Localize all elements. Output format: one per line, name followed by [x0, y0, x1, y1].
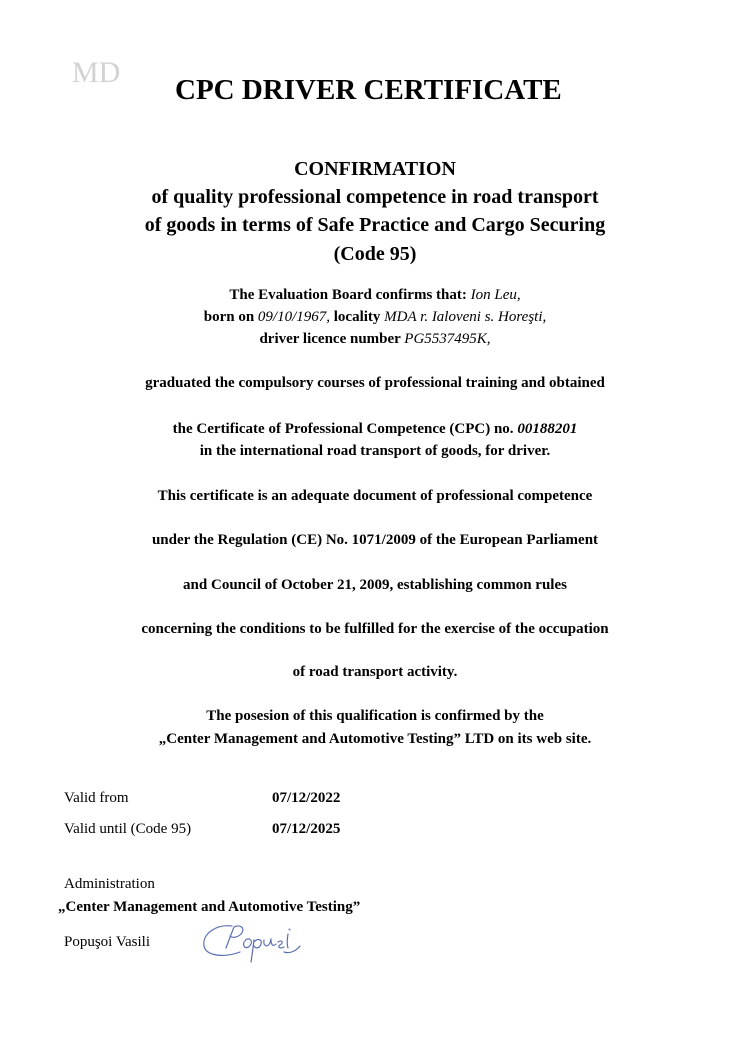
possession-line-2: „Center Management and Automotive Testing” LTD on its web site.	[158, 731, 592, 747]
birth-date: 09/10/1967,	[257, 309, 331, 325]
confirmation-heading: CONFIRMATION	[294, 158, 456, 180]
confirmation-line-2: of goods in terms of Safe Practice and Cargo Securing	[144, 214, 606, 236]
regulation-line-2: under the Regulation (CE) No. 1071/2009 of the European Parliament	[151, 532, 599, 548]
possession-line-1: The posesion of this qualification is confirmed by the	[206, 708, 544, 724]
regulation-line-4: concerning the conditions to be fulfilled for the exercise of the occupation	[141, 621, 609, 637]
cpc-label: the Certificate of Professional Competence (CPC) no.	[172, 421, 514, 437]
confirms-label: The Evaluation Board confirms that:	[229, 287, 467, 303]
holder-birth-line	[0, 306, 750, 328]
cpc-scope: in the international road transport of goods, for driver.	[199, 443, 551, 459]
confirmation-line-1: of quality professional competence in road transport	[151, 186, 599, 208]
valid-from-label: Valid from	[64, 790, 129, 806]
cpc-number: 00188201	[517, 421, 578, 437]
holder-name-line	[0, 284, 750, 306]
holder-licence-line	[0, 328, 750, 350]
confirmation-line-3: (Code 95)	[333, 243, 417, 265]
cpc-line	[0, 418, 750, 440]
administration-org: „Center Management and Automotive Testing”	[58, 899, 361, 915]
valid-from-value: 07/12/2022	[272, 790, 341, 806]
born-label: born on	[203, 309, 255, 325]
locality-label: locality	[333, 309, 381, 325]
valid-until-label: Valid until (Code 95)	[64, 821, 192, 837]
graduated-text: graduated the compulsory courses of professional training and obtained	[145, 375, 605, 391]
valid-until-value: 07/12/2025	[272, 821, 341, 837]
licence-label: driver licence number	[259, 331, 401, 347]
regulation-line-5: of road transport activity.	[292, 664, 458, 680]
administration-label: Administration	[64, 876, 155, 892]
regulation-line-1: This certificate is an adequate document of professional competence	[157, 488, 593, 504]
locality: MDA r. Ialoveni s. Horeşti,	[384, 309, 547, 325]
regulation-line-3: and Council of October 21, 2009, establishing common rules	[183, 577, 567, 593]
certificate-title: CPC DRIVER CERTIFICATE	[175, 74, 562, 106]
watermark: MD	[72, 56, 121, 89]
signatory-name: Popuşoi Vasili	[64, 934, 150, 950]
licence-number: PG5537495K,	[404, 331, 491, 347]
holder-name: Ion Leu,	[470, 287, 521, 303]
signature-icon	[196, 918, 306, 964]
